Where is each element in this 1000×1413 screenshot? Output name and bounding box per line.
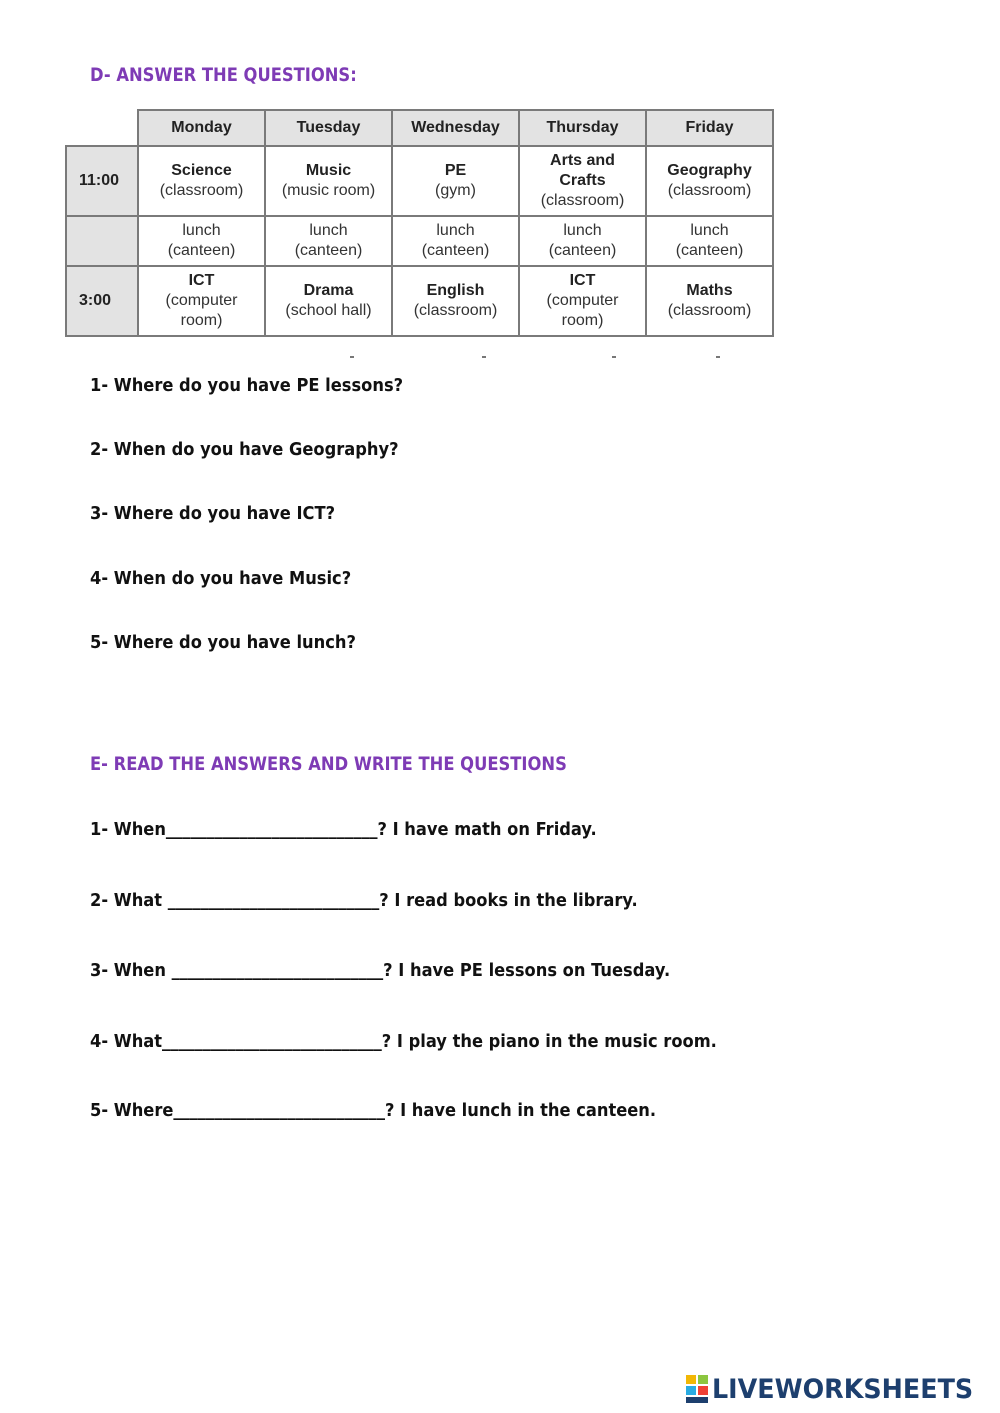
subject: Maths <box>686 282 733 299</box>
subject: lunch <box>309 222 348 239</box>
timetable-cell <box>519 146 646 216</box>
room: (gym) <box>435 182 476 199</box>
timetable-cell <box>265 266 392 336</box>
section-e-title: E- READ THE ANSWERS AND WRITE THE QUESTIONS <box>90 753 567 775</box>
timetable-cell <box>519 266 646 336</box>
day-header: Monday <box>138 110 265 146</box>
logo-text: LIVEWORKSHEETS <box>712 1374 974 1405</box>
question-d-2: 2- When do you have Geography? <box>90 440 399 460</box>
subject: Science <box>171 162 232 179</box>
day-header: Thursday <box>519 110 646 146</box>
question-d-1: 1- Where do you have PE lessons? <box>90 376 404 396</box>
section-d-title: D- ANSWER THE QUESTIONS: <box>90 64 357 86</box>
scan-artifact <box>716 356 720 358</box>
timetable-cell <box>138 146 265 216</box>
question-d-5: 5- Where do you have lunch? <box>90 633 356 653</box>
question-e-4[interactable]: 4- What___________________________? I play the piano in the music room. <box>90 1032 717 1052</box>
room: (canteen) <box>548 242 617 259</box>
subject: lunch <box>436 222 475 239</box>
timetable-cell <box>138 216 265 266</box>
room: (classroom) <box>159 182 244 199</box>
room: (computer room) <box>546 292 619 329</box>
timetable-corner <box>66 110 138 146</box>
timetable-row-afternoon <box>66 266 773 336</box>
room: (computer room) <box>165 292 238 329</box>
liveworksheets-logo-icon <box>686 1375 710 1405</box>
scan-artifact <box>612 356 616 358</box>
room: (classroom) <box>540 192 625 209</box>
timetable-row-lunch <box>66 216 773 266</box>
room: (classroom) <box>413 302 498 319</box>
timetable-cell <box>646 266 773 336</box>
room: (classroom) <box>667 182 752 199</box>
room: (canteen) <box>294 242 363 259</box>
timetable-cell <box>392 266 519 336</box>
timetable-cell <box>138 266 265 336</box>
timetable-cell <box>646 146 773 216</box>
scan-artifact <box>482 356 486 358</box>
subject: lunch <box>182 222 221 239</box>
room: (canteen) <box>167 242 236 259</box>
time-cell: 3:00 <box>66 266 138 336</box>
subject: PE <box>444 162 467 179</box>
day-header: Tuesday <box>265 110 392 146</box>
room: (classroom) <box>667 302 752 319</box>
timetable-cell <box>392 146 519 216</box>
timetable-row-morning <box>66 146 773 216</box>
question-e-5[interactable]: 5- Where__________________________? I have lunch in the canteen. <box>90 1101 657 1121</box>
timetable-cell <box>646 216 773 266</box>
timetable-cell <box>265 216 392 266</box>
subject: ICT <box>188 272 215 289</box>
room: (school hall) <box>285 302 372 319</box>
subject: Arts and Crafts <box>550 152 615 189</box>
timetable <box>65 109 774 337</box>
room: (music room) <box>281 182 376 199</box>
timetable-header-row <box>66 110 773 146</box>
question-e-2[interactable]: 2- What __________________________? I read books in the library. <box>90 891 638 911</box>
subject: English <box>426 282 485 299</box>
subject: Geography <box>667 162 752 179</box>
timetable-cell <box>392 216 519 266</box>
question-d-4: 4- When do you have Music? <box>90 569 352 589</box>
day-header: Friday <box>646 110 773 146</box>
scan-artifact <box>350 356 354 358</box>
question-e-1[interactable]: 1- When__________________________? I have math on Friday. <box>90 820 597 840</box>
subject: ICT <box>569 272 596 289</box>
timetable-cell <box>519 216 646 266</box>
liveworksheets-logo <box>686 1374 990 1405</box>
question-d-3: 3- Where do you have ICT? <box>90 504 336 524</box>
time-cell: 11:00 <box>66 146 138 216</box>
time-cell <box>66 216 138 266</box>
subject: lunch <box>563 222 602 239</box>
room: (canteen) <box>421 242 490 259</box>
subject: lunch <box>690 222 729 239</box>
subject: Music <box>305 162 352 179</box>
day-header: Wednesday <box>392 110 519 146</box>
question-e-3[interactable]: 3- When __________________________? I have PE lessons on Tuesday. <box>90 961 671 981</box>
subject: Drama <box>303 282 354 299</box>
room: (canteen) <box>675 242 744 259</box>
timetable-cell <box>265 146 392 216</box>
